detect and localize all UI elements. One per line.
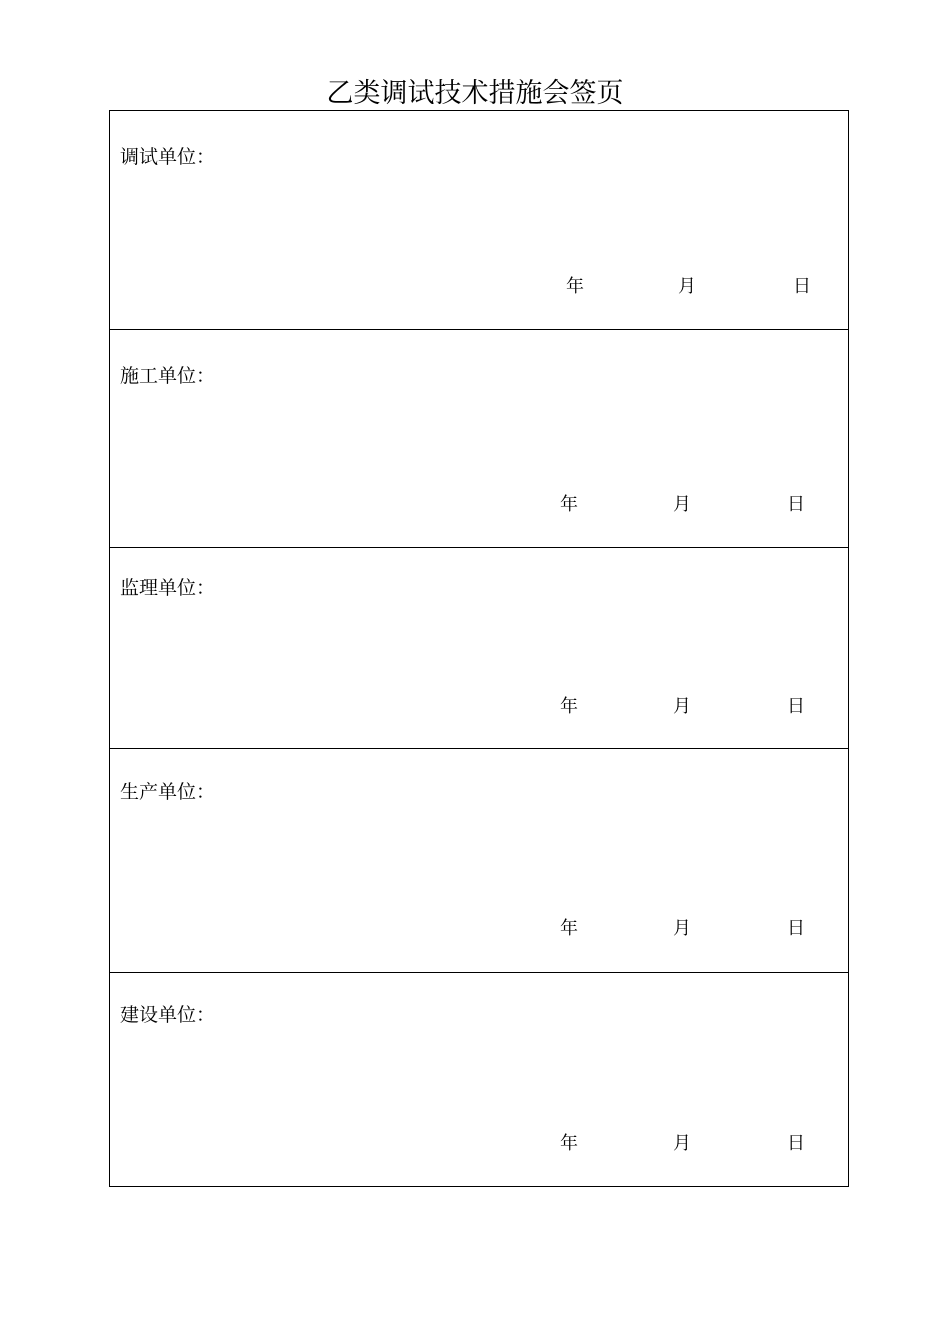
date-month: 月 bbox=[673, 494, 691, 515]
sign-section-construction[interactable] bbox=[110, 329, 848, 547]
unit-label: 施工单位： bbox=[120, 365, 216, 387]
date-month: 月 bbox=[673, 696, 691, 717]
date-day: 日 bbox=[787, 1133, 805, 1154]
date-day: 日 bbox=[787, 918, 805, 939]
date-day: 日 bbox=[787, 494, 805, 515]
unit-label: 建设单位： bbox=[120, 1004, 216, 1026]
sign-section-commissioning[interactable] bbox=[110, 111, 848, 329]
date-day: 日 bbox=[787, 696, 805, 717]
date-year: 年 bbox=[566, 276, 584, 297]
sign-section-supervision[interactable] bbox=[110, 547, 848, 748]
date-month: 月 bbox=[673, 1133, 691, 1154]
date-day: 日 bbox=[793, 276, 811, 297]
sign-section-owner[interactable] bbox=[110, 972, 848, 1185]
unit-label: 调试单位： bbox=[120, 146, 216, 168]
sign-off-table bbox=[109, 110, 849, 1187]
date-month: 月 bbox=[678, 276, 696, 297]
page-title: 乙类调试技术措施会签页 bbox=[326, 78, 624, 109]
date-year: 年 bbox=[560, 1133, 578, 1154]
date-month: 月 bbox=[673, 918, 691, 939]
unit-label: 监理单位： bbox=[120, 577, 216, 599]
date-year: 年 bbox=[560, 696, 578, 717]
date-year: 年 bbox=[560, 494, 578, 515]
sign-section-production[interactable] bbox=[110, 748, 848, 972]
unit-label: 生产单位： bbox=[120, 781, 216, 803]
date-year: 年 bbox=[560, 918, 578, 939]
